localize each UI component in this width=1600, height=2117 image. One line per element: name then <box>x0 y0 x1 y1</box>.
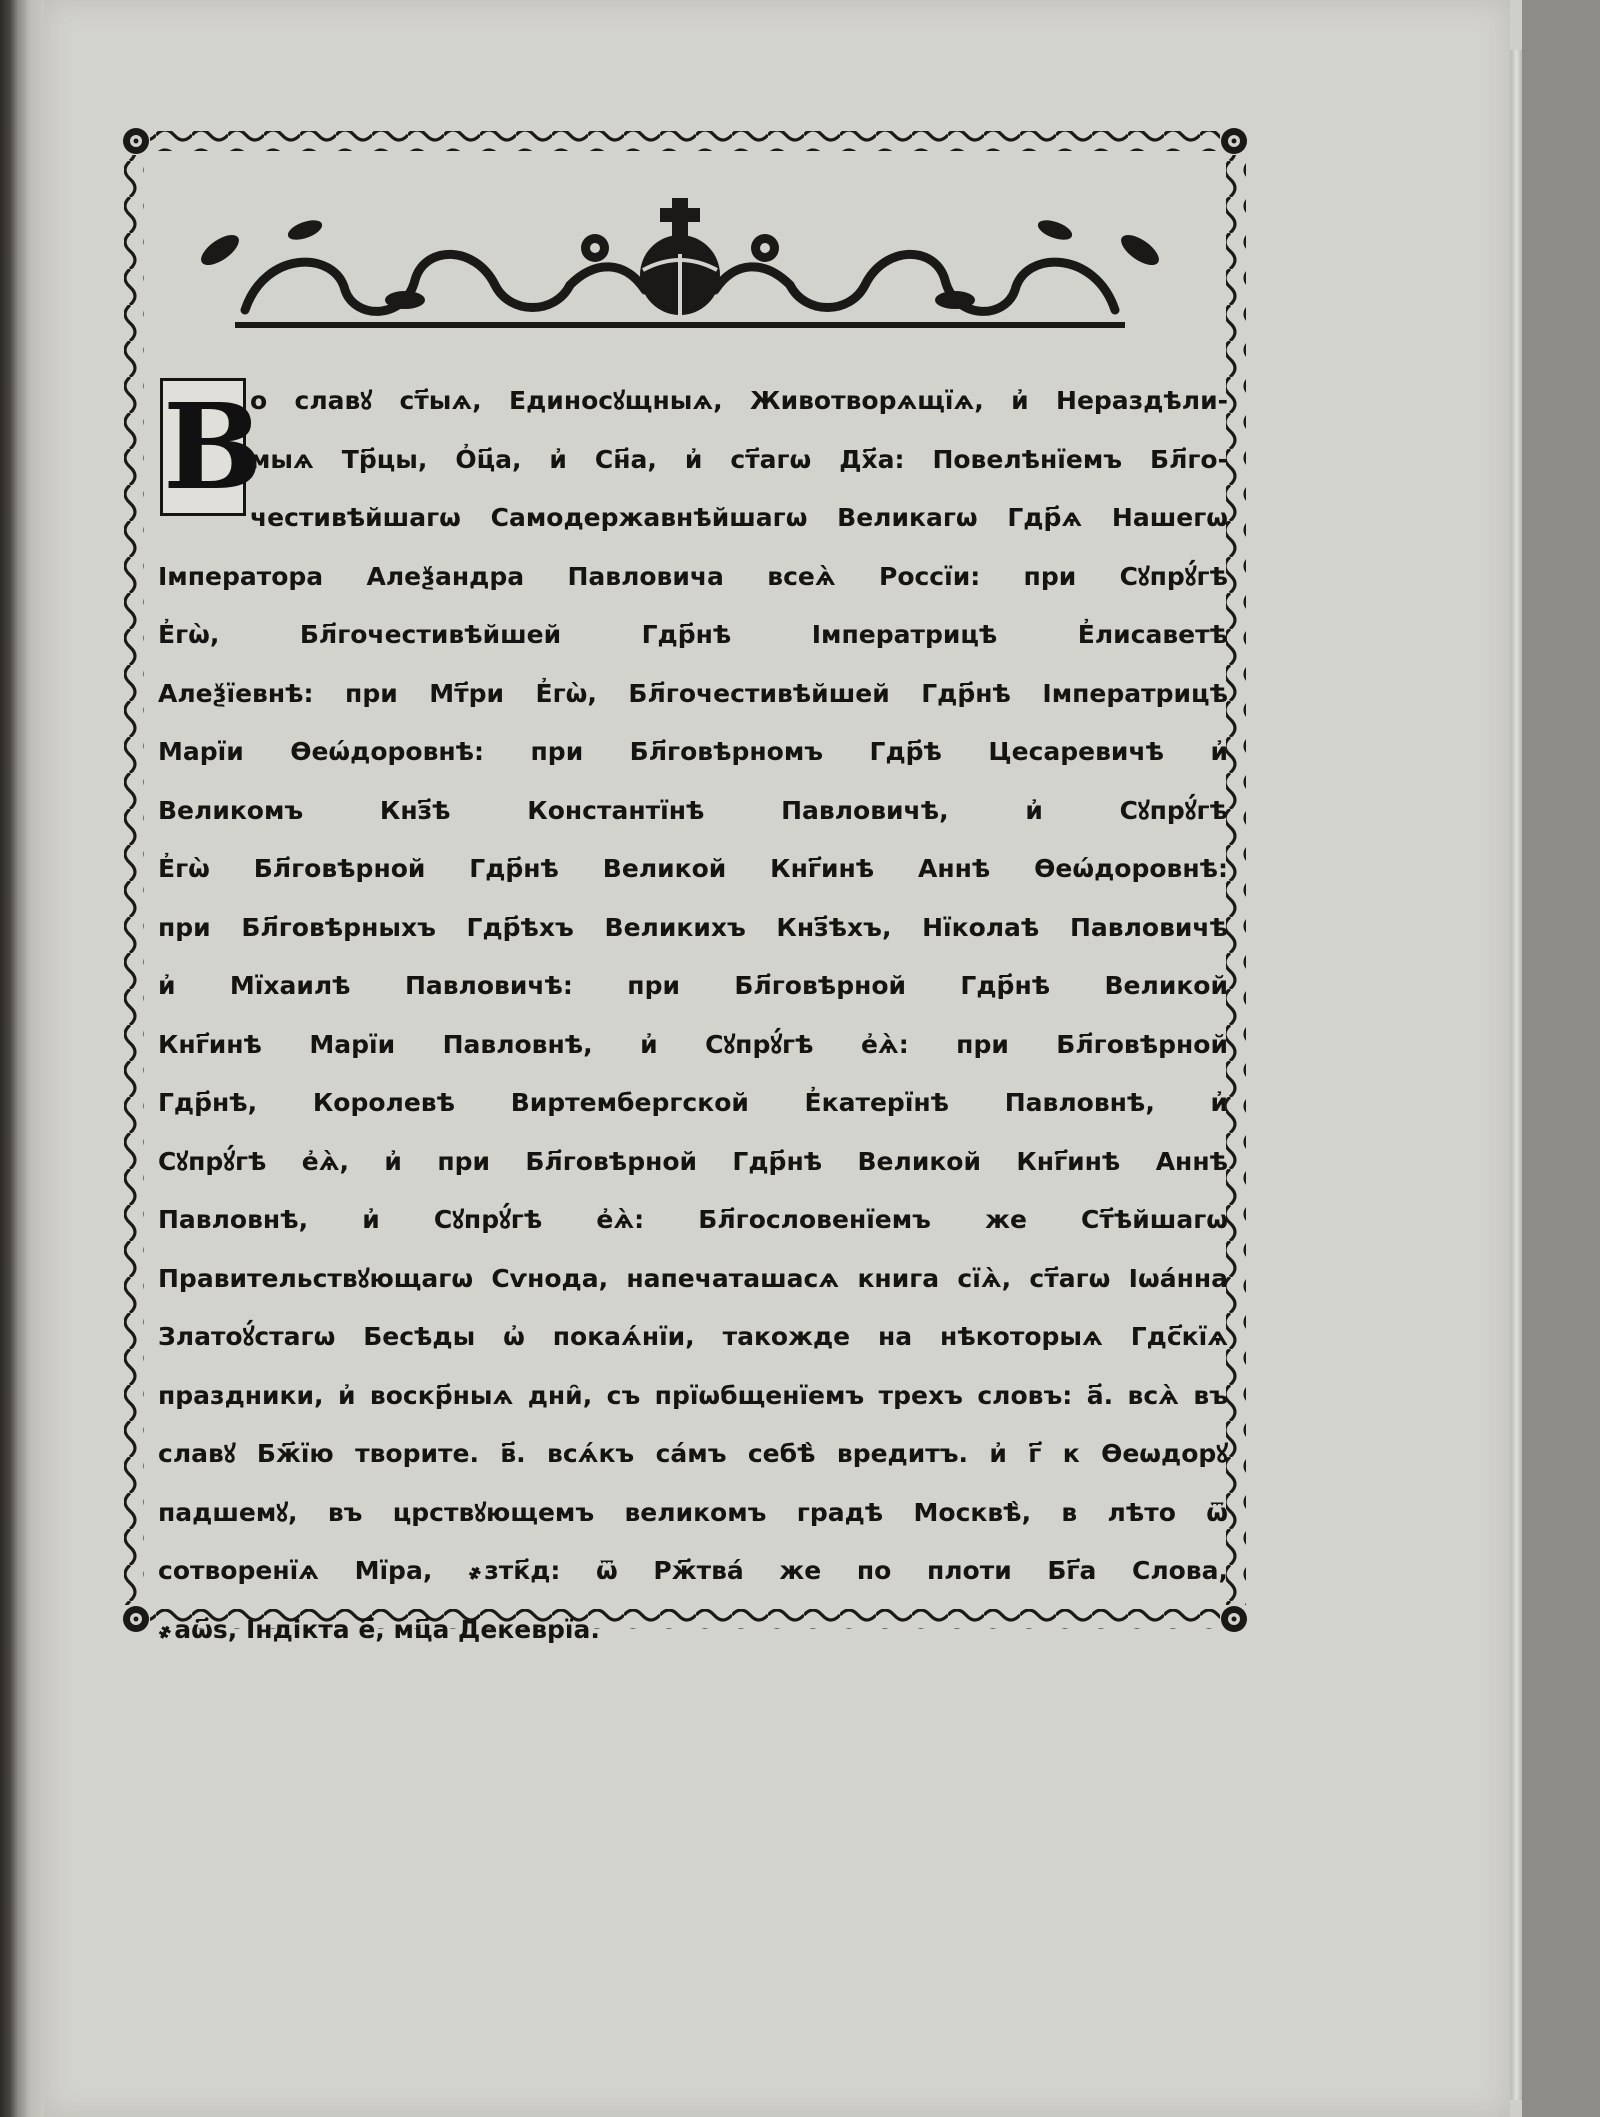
text-line: мыѧ Тр҃цы, О҆ц҃а, и҆ Сн҃а, и҆ ст҃агѡ Дх҃а: Повелѣнїемъ Бл҃го- <box>250 444 1228 474</box>
text-line: Павловнѣ, и҆ Сꙋпрꙋ́гѣ е҆ѧ̀: Бл҃гословенїемъ же Ст҃ѣйшагѡ <box>158 1205 1228 1234</box>
text-line: и҆ Мїхаилѣ Павловичѣ: при Бл҃говѣрной Гдр҃нѣ Великой <box>158 971 1228 1000</box>
text-line: Е҆гѡ̀ Бл҃говѣрной Гдр҃нѣ Великой Кнг҃инѣ Аннѣ Ѳеѡ́доровнѣ: <box>158 854 1228 883</box>
text-line: Алеѯїевнѣ: при Мт҃ри Е҆гѡ̀, Бл҃гочестивѣйшей Гдр҃нѣ Імператрицѣ <box>158 678 1228 708</box>
text-line: славꙋ Бж҃їю творите. в҃. всѧ́къ са́мъ себѣ̀ вредитъ. и҆ г҃ к Ѳеѡдорꙋ <box>158 1439 1228 1468</box>
text-line: сотворенїѧ Мїра, ҂зтк҃д: ѿ Рж҃тва́ же по плоти Бг҃а Слова, <box>158 1556 1228 1585</box>
text-line: Кнг҃инѣ Марїи Павловнѣ, и҆ Сꙋпрꙋ́гѣ е҆ѧ̀: при Бл҃говѣрной <box>158 1029 1228 1059</box>
text-line: Великомъ Кнз҃ѣ Константїнѣ Павловичѣ, и҆ Сꙋпрꙋ́гѣ <box>158 795 1228 825</box>
text-line: Сꙋпрꙋ́гѣ е҆ѧ̀, и҆ при Бл҃говѣрной Гдр҃нѣ Великой Кнг҃инѣ Аннѣ <box>158 1146 1228 1176</box>
text-line: Златоꙋ́стагѡ Бесѣды ѡ҆ покаѧ́нїи, такожде на нѣкоторыѧ Гдс҃кїѧ <box>158 1322 1228 1351</box>
text-line: честивѣйшагѡ Самодержавнѣйшагѡ Великагѡ Гдр҃ѧ Нашегѡ <box>250 503 1228 532</box>
book-spine-edge <box>0 0 44 2117</box>
headpiece-ornament <box>175 190 1185 340</box>
text-line: Правительствꙋющагѡ Сѵнода, напечаташасѧ книга сїѧ̀, ст҃агѡ Іѡа́нна <box>158 1263 1228 1293</box>
text-line: при Бл҃говѣрныхъ Гдр҃ѣхъ Великихъ Кнз҃ѣхъ, Нїколаѣ Павловичѣ <box>158 912 1228 942</box>
dedication-text <box>158 372 1228 1659</box>
drop-cap-letter: В <box>163 377 263 516</box>
text-line: Марїи Ѳеѡ́доровнѣ: при Бл҃говѣрномъ Гдр҃ѣ Цесаревичѣ и҆ <box>158 737 1228 766</box>
text-line: падшемꙋ, въ црcтвꙋющемъ великомъ градѣ Москвѣ̀, в лѣто ѿ <box>158 1497 1228 1527</box>
text-line: Е҆гѡ̀, Бл҃гочестивѣйшей Гдр҃нѣ Імператрицѣ Е҆лисаветѣ <box>158 620 1228 649</box>
text-line: ҂аѡ҃ѕ, Індікта е҃, мц҃а Декеврїа. <box>158 1614 600 1644</box>
text-line: Гдр҃нѣ, Королевѣ Виртембергской Е҆катерїнѣ Павловнѣ, и҆ <box>158 1088 1228 1117</box>
text-line: праздники, и҆ воскр҃ныѧ дни̑, съ прїѡбщенїемъ трехъ словъ: а҃. всѧ̀ въ <box>158 1380 1228 1410</box>
orb-cross-icon <box>640 198 720 315</box>
text-line: Імператора Алеѯандра Павловича всеѧ̀ Россїи: при Сꙋпрꙋ́гѣ <box>158 561 1228 591</box>
background-right <box>1522 0 1600 2117</box>
text-line: о славꙋ ст҃ыѧ, Единосꙋщныѧ, Животворѧщїѧ, и҆ Нераздѣли- <box>250 386 1228 415</box>
